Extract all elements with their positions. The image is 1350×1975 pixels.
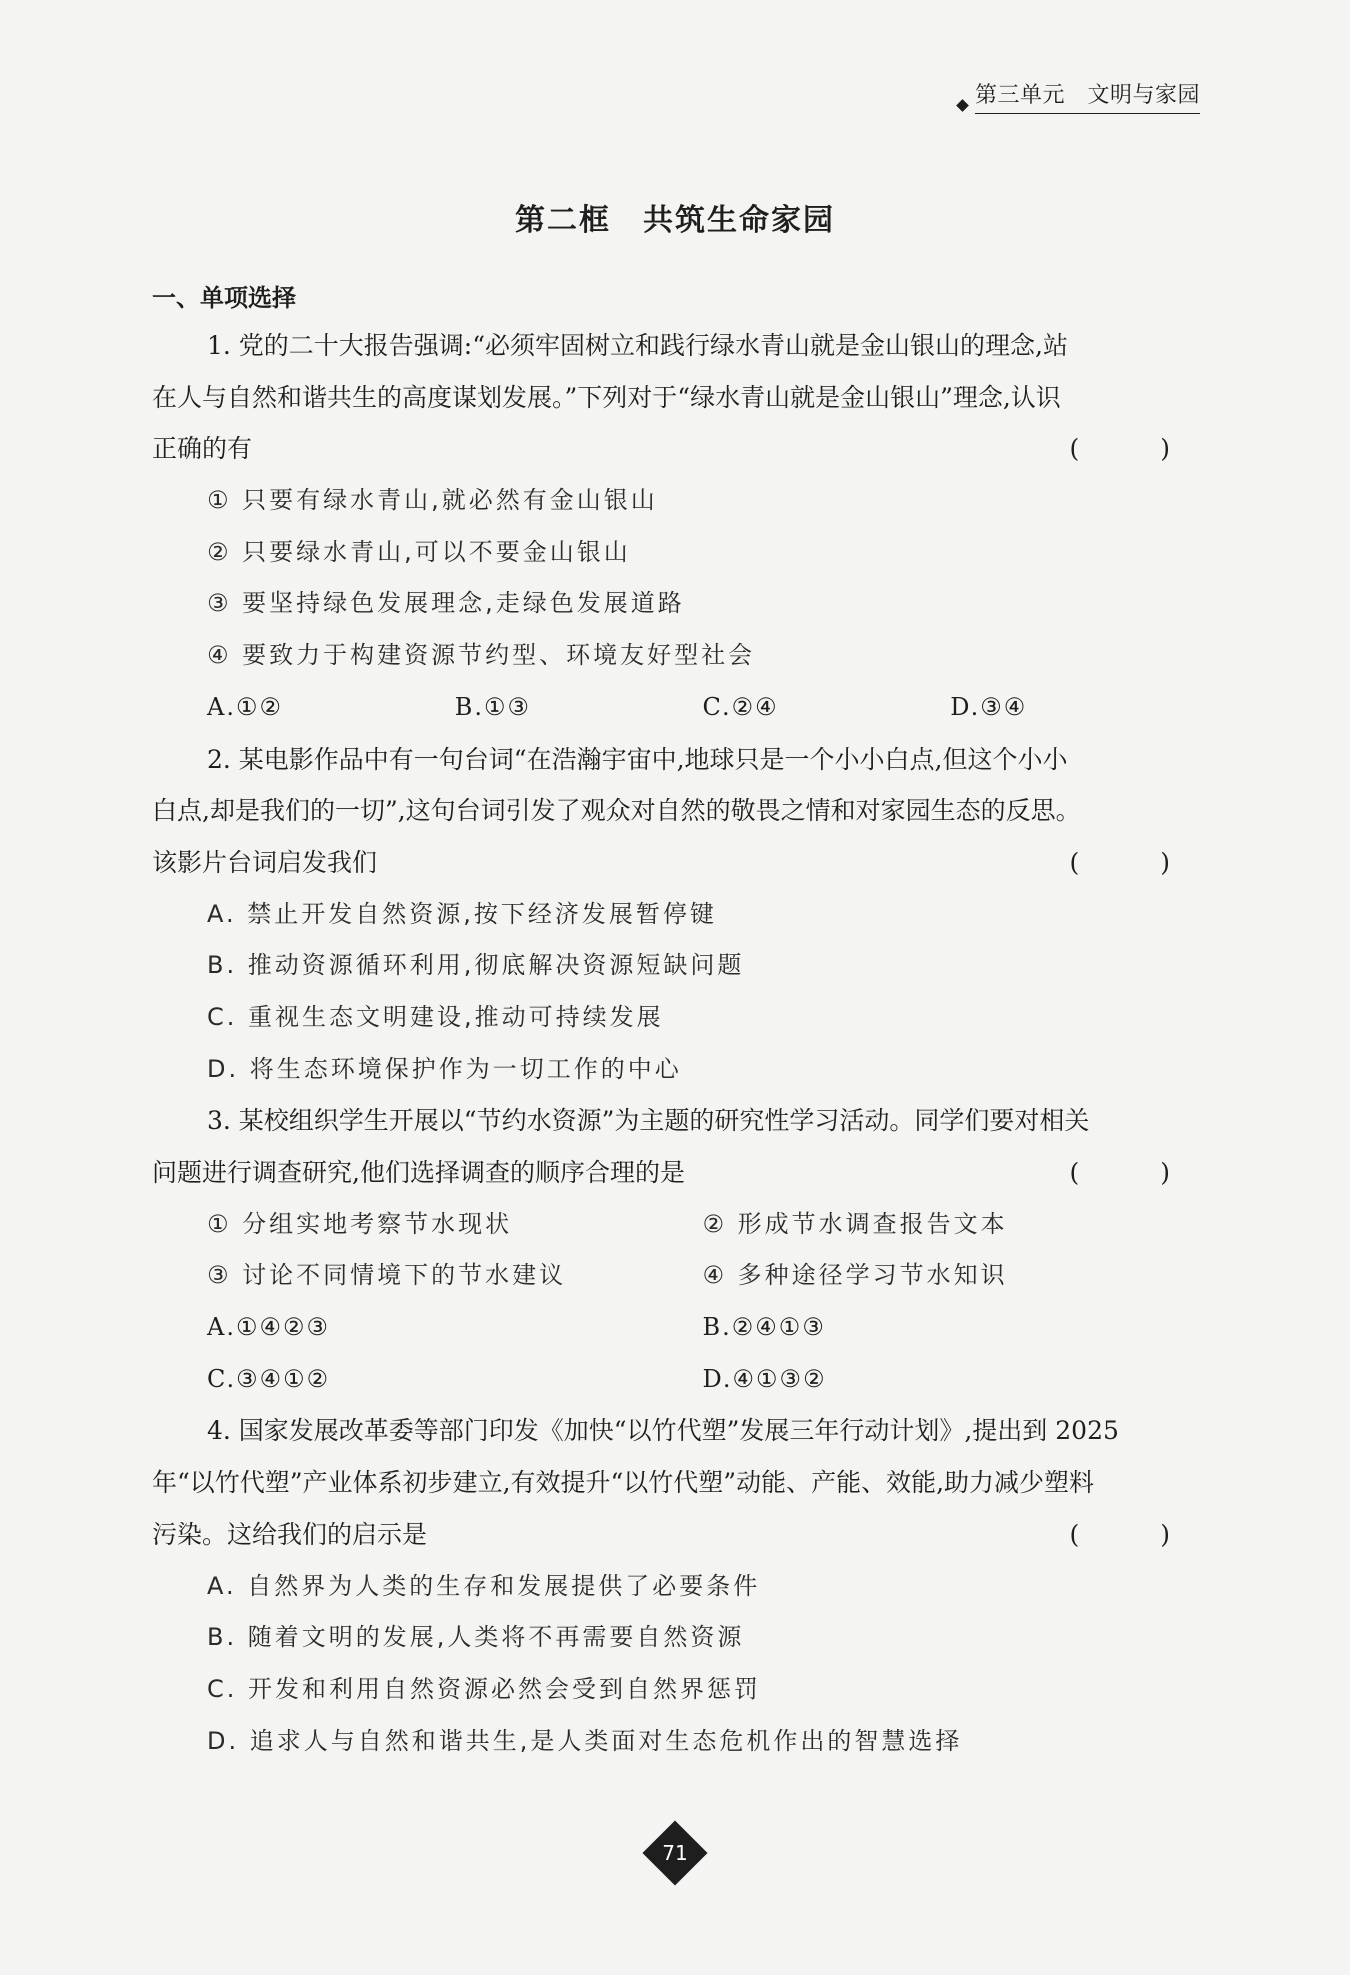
q3-statement-1: ① 分组实地考察节水现状 [207,1209,513,1238]
q3-choice-a[interactable]: A.①④②③ [207,1313,331,1342]
q3-choice-b[interactable]: B.②④①③ [702,1313,826,1342]
q4-choice-a[interactable]: A. 自然界为人类的生存和发展提供了必要条件 [207,1571,761,1600]
q1-statement-3: ③ 要坚持绿色发展理念,走绿色发展道路 [207,589,685,618]
answer-blank[interactable]: ( ) [1069,1519,1198,1549]
question-1-line-3 [152,423,1198,475]
question-1-line-1: 1. 党的二十大报告强调:“必须牢固树立和践行绿水青山就是金山银山的理念,站 [207,331,1068,360]
question-3-line-2-text: 问题进行调查研究,他们选择调查的顺序合理的是 [152,1158,685,1187]
question-2-line-3-text: 该影片台词启发我们 [152,847,378,877]
q3-statements-row-2 [152,1250,1198,1302]
q1-statement-2: ② 只要绿水青山,可以不要金山银山 [207,537,631,566]
q4-choice-d[interactable]: D. 追求人与自然和谐共生,是人类面对生态危机作出的智慧选择 [207,1726,963,1755]
q1-statement-4: ④ 要致力于构建资源节约型、环境友好型社会 [207,641,756,670]
q4-choice-b[interactable]: B. 随着文明的发展,人类将不再需要自然资源 [207,1623,745,1652]
q3-statements-row-1 [152,1199,1198,1251]
question-3-line-1: 3. 某校组织学生开展以“节约水资源”为主题的研究性学习活动。同学们要对相关 [207,1106,1090,1136]
diamond-bullet-icon [956,99,969,112]
q1-choice-d[interactable]: D.③④ [950,692,1028,721]
q1-choice-a[interactable]: A.①② [207,692,283,721]
q2-choice-b[interactable]: B. 推动资源循环利用,彻底解决资源短缺问题 [207,951,745,980]
question-list [152,320,1198,1767]
q1-choice-c[interactable]: C.②④ [702,692,779,721]
question-4-line-2: 年“以竹代塑”产业体系初步建立,有效提升“以竹代塑”动能、产能、效能,助力减少塑料 [152,1468,1095,1498]
q3-choice-d[interactable]: D.④①③② [702,1364,827,1393]
answer-blank[interactable]: ( ) [1069,1158,1198,1187]
unit-title: 第三单元 文明与家园 [975,78,1200,114]
q3-choices-row-1 [152,1302,1198,1354]
question-3-line-2 [152,1147,1198,1199]
question-2-line-2: 白点,却是我们的一切”,这句台词引发了观众对自然的敬畏之情和对家园生态的反思。 [152,796,1081,826]
answer-blank[interactable]: ( ) [1069,434,1198,464]
q2-choice-c[interactable]: C. 重视生态文明建设,推动可持续发展 [207,1002,664,1031]
question-1-line-2: 在人与自然和谐共生的高度谋划发展。”下列对于“绿水青山就是金山银山”理念,认识 [152,382,1061,412]
q2-choice-a[interactable]: A. 禁止开发自然资源,按下经济发展暂停键 [207,899,717,928]
page-title: 第二框 共筑生命家园 [515,203,835,238]
q2-choice-d[interactable]: D. 将生态环境保护作为一切工作的中心 [207,1054,682,1083]
q3-choice-c[interactable]: C.③④①② [207,1364,331,1393]
q3-statement-2: ② 形成节水调查报告文本 [702,1209,1008,1238]
q1-choice-b[interactable]: B.①③ [454,692,532,721]
q3-choices-row-2 [152,1354,1198,1406]
question-1-line-3-text: 正确的有 [152,434,253,464]
q1-statement-1: ① 只要有绿水青山,就必然有金山银山 [207,486,658,515]
question-4-line-1: 4. 国家发展改革委等部门印发《加快“以竹代塑”发展三年行动计划》,提出到 2025 [207,1416,1119,1446]
question-4-line-3 [152,1509,1198,1561]
page-number: 71 [662,1841,688,1865]
q3-statement-3: ③ 讨论不同情境下的节水建议 [207,1261,567,1290]
question-2-line-3 [152,837,1198,889]
answer-blank[interactable]: ( ) [1069,847,1198,877]
question-2-line-1: 2. 某电影作品中有一句台词“在浩瀚宇宙中,地球只是一个小小白点,但这个小小 [207,744,1068,774]
q3-statement-4: ④ 多种途径学习节水知识 [702,1261,1008,1290]
running-header [958,78,1200,114]
question-4-line-3-text: 污染。这给我们的启示是 [152,1519,428,1549]
section-heading: 一、单项选择 [152,284,296,312]
q1-choices [152,682,1198,734]
q4-choice-c[interactable]: C. 开发和利用自然资源必然会受到自然界惩罚 [207,1674,762,1703]
